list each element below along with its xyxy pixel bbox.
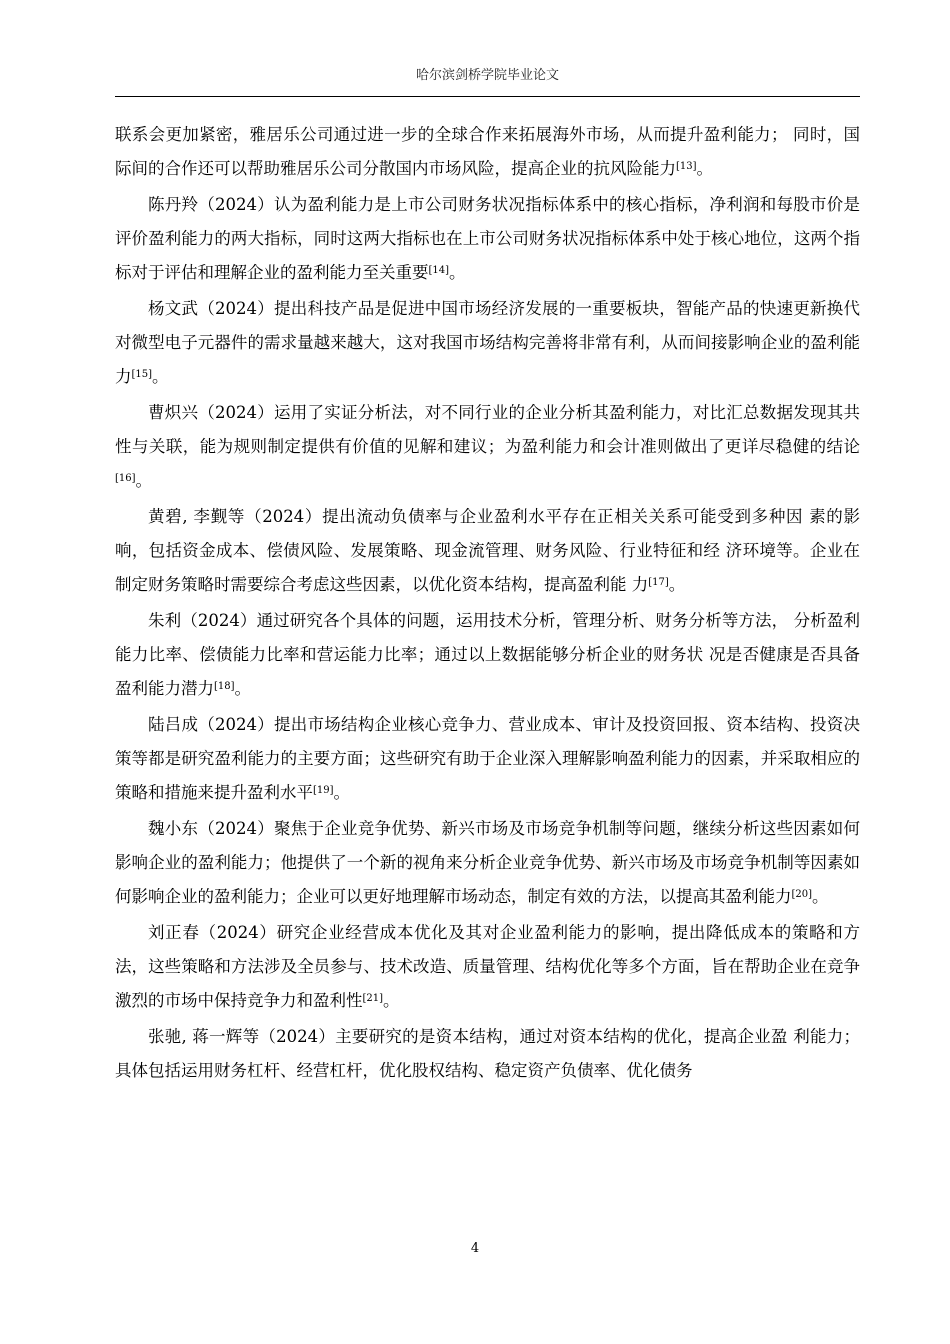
page-number: 4	[470, 1241, 480, 1256]
citation: [19]	[313, 785, 334, 796]
paragraph: 陆吕成（2024）提出市场结构企业核心竞争力、营业成本、审计及投资回报、资本结构、投资决策等都是研究盈利能力的主要方面；这些研究有助于企业深入理解影响盈利能力的因素，并采取相应的策略和措施来提升盈利水平[19]。	[115, 715, 860, 802]
paragraph: 杨文武（2024）提出科技产品是促进中国市场经济发展的一重要板块，智能产品的快速更新换代对微型电子元器件的需求量越来越大，这对我国市场结构完善将非常有利，从而间接影响企业的盈利能力[15]。	[115, 299, 860, 386]
header-rule	[115, 96, 860, 97]
page-header: 哈尔滨剑桥学院毕业论文	[415, 68, 559, 83]
paragraph: 张驰, 蒋一辉等（2024）主要研究的是资本结构，通过对资本结构的优化，提高企业盈 利能力；具体包括运用财务杠杆、经营杠杆，优化股权结构、稳定资产负债率、优化债务	[115, 1027, 860, 1080]
citation: [21]	[362, 993, 384, 1004]
paragraph: 刘正春（2024）研究企业经营成本优化及其对企业盈利能力的影响，提出降低成本的策略和方法，这些策略和方法涉及全员参与、技术改造、质量管理、结构优化等多个方面，旨在帮助企业在竞争激烈的市场中保持竞争力和盈利性[21]。	[115, 923, 860, 1010]
citation: [16]	[115, 473, 136, 484]
body-text	[115, 118, 860, 1090]
citation: [14]	[428, 265, 450, 276]
paragraph: 朱利（2024）通过研究各个具体的问题，运用技术分析，管理分析、财务分析等方法， 分析盈利能力比率、偿债能力比率和营运能力比率；通过以上数据能够分析企业的财务状 况是否健康是否具备盈利能力潜力[18]。	[115, 611, 860, 698]
citation: [20]	[791, 889, 813, 900]
paragraph: 魏小东（2024）聚焦于企业竞争优势、新兴市场及市场竞争机制等问题，继续分析这些因素如何影响企业的盈利能力；他提供了一个新的视角来分析企业竞争优势、新兴市场及市场竞争机制等因素如何影响企业的盈利能力；企业可以更好地理解市场动态，制定有效的方法，以提高其盈利能力[20]。	[115, 819, 860, 906]
paragraph: 黄碧, 李觐等（2024）提出流动负债率与企业盈利水平存在正相关关系可能受到多种因 素的影响，包括资金成本、偿债风险、发展策略、现金流管理、财务风险、行业特征和经 济环境等。企业在制定财务策略时需要综合考虑这些因素，以优化资本结构，提高盈利能 力[17]。	[115, 507, 860, 594]
paragraph: 联系会更加紧密，雅居乐公司通过进一步的全球合作来拓展海外市场，从而提升盈利能力； 同时，国际间的合作还可以帮助雅居乐公司分散国内市场风险，提高企业的抗风险能力[13]。	[115, 125, 860, 178]
paragraph: 曹炽兴（2024）运用了实证分析法，对不同行业的企业分析其盈利能力，对比汇总数据发现其共性与关联，能为规则制定提供有价值的见解和建议；为盈利能力和会计准则做出了更详尽稳健的结论[16]。	[115, 403, 860, 490]
citation: [15]	[131, 369, 153, 380]
citation: [13]	[676, 161, 697, 172]
citation: [18]	[214, 681, 235, 692]
citation: [17]	[648, 577, 669, 588]
paragraph: 陈丹羚（2024）认为盈利能力是上市公司财务状况指标体系中的核心指标，净利润和每股市价是评价盈利能力的两大指标，同时这两大指标也在上市公司财务状况指标体系中处于核心地位，这两个指标对于评估和理解企业的盈利能力至关重要[14]。	[115, 195, 860, 282]
